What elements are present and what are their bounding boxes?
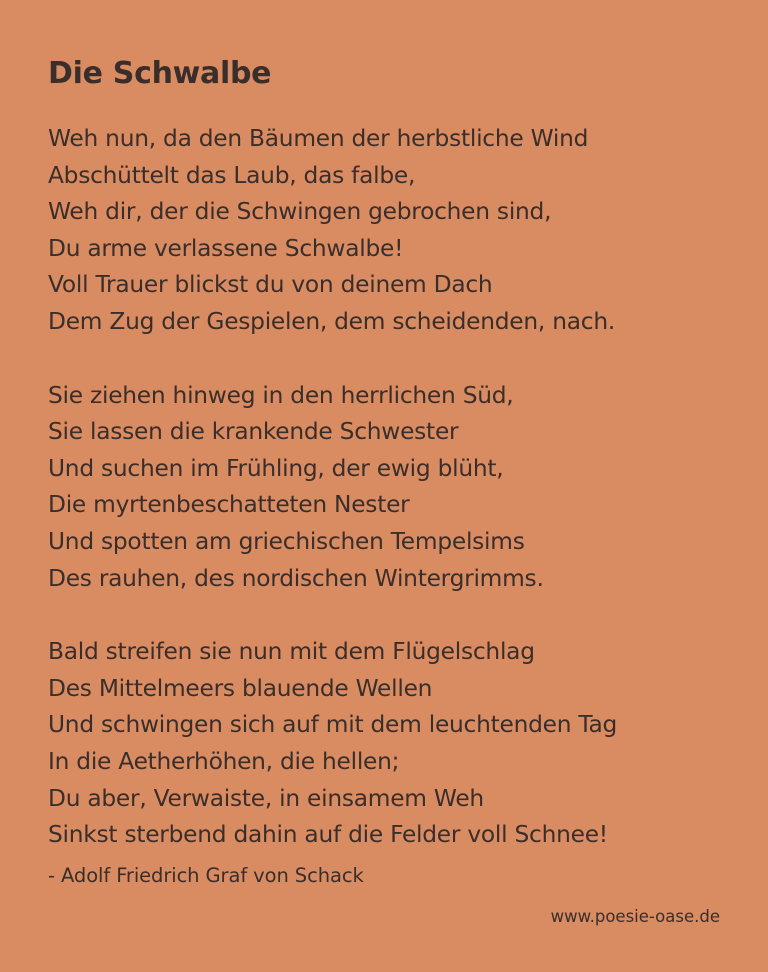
stanza-3	[48, 634, 738, 854]
poem-line: Des Mittelmeers blauende Wellen	[48, 674, 433, 702]
poem-line: Und suchen im Frühling, der ewig blüht,	[48, 454, 504, 482]
website-watermark: www.poesie-oase.de	[550, 907, 720, 926]
poem-line: Die myrtenbeschatteten Nester	[48, 491, 410, 519]
poem-line: Abschüttelt das Laub, das falbe,	[48, 161, 416, 189]
poem-line: In die Aetherhöhen, die hellen;	[48, 747, 400, 775]
poem-body	[48, 121, 738, 891]
poem-line: Bald streifen sie nun mit dem Flügelschlag	[48, 638, 535, 666]
poem-line: Sinkst sterbend dahin auf die Felder voll Schnee!	[48, 821, 608, 849]
poem-line: Und spotten am griechischen Tempelsims	[48, 527, 525, 555]
poem-line: Sie ziehen hinweg in den herrlichen Süd,	[48, 381, 514, 409]
poem-author: - Adolf Friedrich Graf von Schack	[48, 864, 364, 887]
stanza-2	[48, 378, 738, 598]
poem-line: Und schwingen sich auf mit dem leuchtenden Tag	[48, 711, 618, 739]
poem-line: Dem Zug der Gespielen, dem scheidenden, nach.	[48, 307, 615, 335]
poem-line: Du aber, Verwaiste, in einsamem Weh	[48, 784, 484, 812]
poem-line: Voll Trauer blickst du von deinem Dach	[48, 271, 493, 299]
poem-line: Weh dir, der die Schwingen gebrochen sind,	[48, 198, 552, 226]
poem-line: Weh nun, da den Bäumen der herbstliche Wind	[48, 125, 589, 152]
poem-title: Die Schwalbe	[48, 56, 272, 91]
poem-line: Des rauhen, des nordischen Wintergrimms.	[48, 564, 544, 592]
poem-line: Du arme verlassene Schwalbe!	[48, 234, 404, 262]
stanza-1	[48, 121, 738, 341]
poem-line: Sie lassen die krankende Schwester	[48, 418, 459, 446]
